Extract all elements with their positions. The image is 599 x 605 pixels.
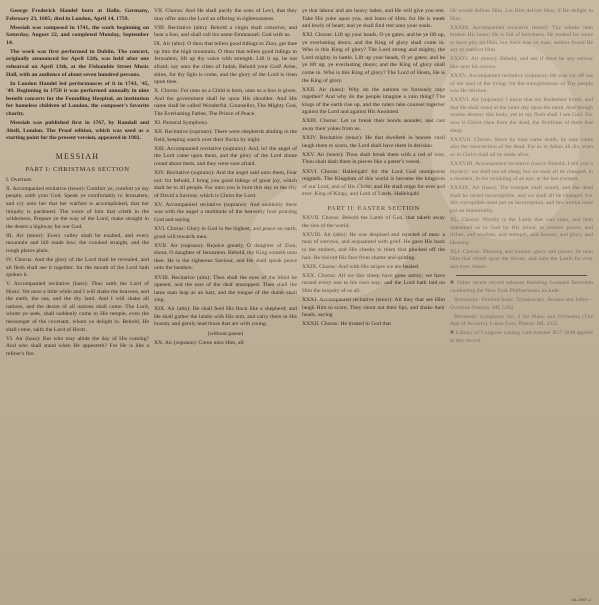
movement-text: XI. Pastoral Symphony. — [154, 120, 209, 127]
movement-text: XLI. Chorus: Blessing and honour, glory and power, be unto Him that sitteth upon the throne, and unto the Lamb for ever and ever. Amen. — [450, 248, 593, 270]
movement-text: XIX. Air (alto): He shall feed His flock like a shepherd; and He shall gather the lambs with His arm, and carry them in His bosom, and gently lead those that are with young. — [154, 306, 297, 328]
movement-text: IX. Air (alto): O thou that tellest good tidings to Zion, get thee up into the high mountain. O thou that tellest good tidings to Jerusalem, lift up thy voice with strength. Lift it up, be not afraid; say unto the cities of Judah, Behold your God! Arise, shine, for thy light is come, and the glory of the Lord is risen upon thee. — [154, 41, 297, 86]
movement-text: XXVI. Chorus: Hallelujah! for the Lord God omnipotent reigneth. The Kingdom of this world is become the kingdom of our Lord, and of His Christ; and He shall reign for ever and ever. King of Kings, and Lord of Lords, Hallelujah! — [302, 168, 445, 198]
column-3 — [302, 8, 445, 601]
library-note — [450, 330, 593, 345]
intro-paragraph: In London Handel led performances of it in 1743, '45, '49. Beginning in 1750 it was performed annually in nine benefit concerts for the Foundling Hospital, an institution for homeless children of London, the composer's favorite charity. — [6, 80, 149, 117]
movement-text: XXII. Air (bass): Why do the nations so furiously rage together? And why do the people imagine a vain thing? The kings of the earth rise up, and the rulers take counsel together against the Lord and against His Anointed. — [302, 86, 445, 116]
movement-text: XXXV. Accompanied recitative (soprano): He was cut off out of the land of the living: for the transgressions of Thy people was He stricken. — [450, 73, 593, 95]
movement-text: XXXVIII. Accompanied recitative (bass): Behold, I tell you a mystery: we shall not all sleep; but we shall all be changed, in a moment, in the twinkling of an eye, at the last trumpet. — [450, 160, 593, 183]
other-releases-note — [450, 280, 593, 295]
section-heading: PART II: EASTER SECTION — [327, 204, 420, 212]
movement-text: XXXI. Accompanied recitative (tenor): All they that see Him laugh Him to scorn. They shoot out their lips, and shake their heads, saying — [302, 297, 445, 319]
note-text: Library of Congress catalog card number R57-1048 applies to this record. — [450, 330, 593, 344]
movement-text: He would deliver Him. Let Him deliver Him, if He delight in Him. — [450, 8, 593, 22]
text-columns — [6, 8, 593, 601]
movement-text: XXVIII. Air (alto): He was despised and rejected of men: a man of sorrows, and acquainted with grief. He gave His back to the smiters, and His cheeks to them that plucked off the hair. He hid not His face from shame and spitting. — [302, 231, 445, 261]
release-item: Stravinsky: Firebird Suite. Tchaikovsky: Romeo and Juliet—Overture-Fantasy. ML 5182 — [450, 297, 593, 311]
movement-text: V. Accompanied recitative (bass): Thus saith the Lord of Hosts: Yet once a little while and I will shake the heavens, and the earth, the sea, and the dry land. And I will shake all nations, and the desire of all nations shall come. The Lord, whom ye seek, shall suddenly come to His temple, even the messenger of the covenant, whom ye delight in. Behold, He shall come, saith the Lord of Hosts. — [6, 281, 149, 333]
movement-text: XXVII. Chorus: Behold the Lamb of God, that taketh away the sins of the world. — [302, 215, 445, 229]
movement-text: XXV. Air (tenor): Thou shalt break them with a rod of iron; Thou shalt dash them in pieces like a potter's vessel. — [302, 151, 445, 166]
movement-text: XVII. Air (soprano): Rejoice greatly, O daughter of Zion; shout, O daughter of Jerusalem. Behold, thy King cometh unto thee. He is the righteous Saviour, and He shall speak peace unto the heathen. — [154, 242, 297, 272]
movement-note: (without pause) — [207, 330, 244, 337]
movement-text: II. Accompanied recitative (tenor): Comfort ye, comfort ye my people, saith your God. Speak ye comfortably to Jerusalem, and cry unto her that her warfare is accomplished, that her iniquity is pardoned. The voice of him that crieth in the wilderness, Prepare ye the way of the Lord, make straight in the desert a highway for our God. — [6, 185, 149, 230]
movement-text: XXXVI. Air (soprano): I know that my Redeemer liveth, and that He shall stand at the latter day upon the earth. And though worms destroy this body, yet in my flesh shall I see God. For now is Christ risen from the dead, the firstfruits of them that sleep. — [450, 97, 593, 134]
movement-text: XV. Accompanied recitative (soprano): And suddenly there was with the angel a multitude of the heavenly host praising God and saying — [154, 201, 297, 223]
movement-text: X. Chorus: For unto us a Child is born, unto us a Son is given. And the government shall be upon His shoulder. And His name shall be called Wonderful, Counsellor, The Mighty God, The Everlasting Father, The Prince of Peace. — [154, 88, 297, 117]
movement-text: XX. Air (soprano): Come unto Him, all — [154, 339, 244, 346]
movement-text: XXXIV. Air (tenor): Behold, and see if there be any sorrow like unto his sorrow. — [450, 56, 593, 71]
movement-text: XIV. Recitative (soprano): And the angel said unto them, Fear not: for behold, I bring you good tidings of great joy, which shall be to all people. For unto you is born this day in the city of David a Saviour, which is Christ the Lord. — [154, 170, 297, 199]
movement-text: VI. Air (bass): But who may abide the day of His coming? And who shall stand when He appeareth? For He is like a refiner's fire. — [6, 335, 149, 357]
catalog-number: ML-5897-2 — [571, 597, 591, 602]
movement-text: VII. Chorus: And He shall purify the sons of Levi, that they may offer unto the Lord an offering in righteousness. — [154, 8, 297, 22]
movement-text: XXXIII. Accompanied recitative (tenor): Thy rebuke hath broken His heart; He is full of heaviness. He looked for some to have pity on Him, but there was no man; neither found He any to comfort Him. — [450, 24, 593, 54]
release-item: Bernstein: Symphony No. 2 for Piano and Orchestra (The Age of Anxiety). Lukas Foss, Pianist. ML 4325 — [450, 313, 593, 328]
intro-paragraph: Messiah was published first in 1767, by Randall and Abell, London. The Proof edition, which was used as a starting point for the present version, appeared in 1902. — [6, 120, 149, 142]
intro-paragraph: The work was first performed in Dublin. The concert, originally announced for April 12th, was held after one rehearsal on April 13th, at the Fishamble Street Music Hall, with an audience of about seven hundred persons. — [6, 48, 149, 78]
column-1 — [6, 8, 149, 601]
movement-text: XXIV. Recitative (tenor): He that dwelleth in heaven shall laugh them to scorn, the Lord shall have them in derision. — [302, 135, 445, 149]
movement-text: XXX. Chorus: All we like sheep have gone astray; we have turned every one to his own way; and the Lord hath laid on Him the iniquity of us all. — [302, 272, 445, 294]
intro-paragraph: Messiah was composed in 1741, the work beginning on Saturday, August 22, and completed Monday, September 14. — [6, 24, 149, 46]
column-2 — [154, 8, 297, 601]
intro-paragraph: George Frederick Handel born at Halle, Germany, February 23, 1685; died in London, April 14, 1759. — [6, 8, 149, 22]
movement-text: VIII. Recitative (alto): Behold a virgin shall conceive, and bear a Son, and shall call his name Emmanuel; God with us. — [154, 24, 297, 39]
movement-text: XVI. Chorus: Glory to God in the highest, and peace on earth, good will towards men. — [154, 226, 297, 240]
movement-text: XXXIX. Air (bass): The trumpet shall sound, and the dead shall be raised incorruptible, and we shall all be changed. For this corruptible must put on incorruption, and this mortal must put on immortality. — [450, 185, 593, 214]
section-heading: PART I: CHRISTMAS SECTION — [25, 166, 130, 174]
movement-text: XXXVII. Chorus: Since by man came death, by man came also the resurrection of the dead. For as in Adam all die, even so in Christ shall all be made alive. — [450, 136, 593, 158]
movement-text: XXI. Chorus: Lift up your heads, O ye gates; and be ye lift up, ye everlasting doors; and the King of glory shall come in. Who is this King of glory? The Lord strong and mighty, the Lord mighty in battle. Lift up your heads, O ye gates; and be ye lift up, ye everlasting doors; and the King of glory shall come in. Who is this King of glory? The Lord of Hosts, He is the King of glory. — [302, 32, 445, 84]
note-text: Other recent record releases featuring Leonard Bernstein conducting the New York Philharmonic include: — [450, 280, 593, 294]
movement-text: XL. Chorus: Worthy is the Lamb that was slain, and hath redeemed us to God by His blood, to receive power, and riches, and wisdom, and strength, and honour, and glory, and blessing. — [450, 216, 593, 246]
movement-text: XII. Recitative (soprano): There were shepherds abiding in the field, keeping watch over their flocks by night. — [154, 129, 297, 143]
movement-text: III. Air (tenor): Every valley shall be exalted, and every mountain and hill made low; the crooked straight, and the rough places plain. — [6, 232, 149, 254]
bullet-square-icon: ■ — [450, 330, 454, 337]
movement-text: XIII. Accompanied recitative (soprano): And, lo! the angel of the Lord came upon them, and the glory of the Lord shone round about them, and they were sore afraid. — [154, 145, 297, 167]
movement-text: XXXII. Chorus: He trusted in God that — [302, 321, 391, 328]
work-title: MESSIAH — [55, 151, 100, 161]
movement-text: XXIX. Chorus: And with His stripes we are healed. — [302, 263, 420, 270]
movement-text: XVIII. Recitative (alto): Then shall the eyes of the blind be opened, and the ears of the deaf unstopped. Then shall the lame man leap as an hart, and the tongue of the dumb shall sing. — [154, 274, 297, 304]
movement-text: IV. Chorus: And the glory of the Lord shall be revealed, and all flesh shall see it together: for the mouth of the Lord hath spoken it. — [6, 257, 149, 279]
column-4 — [450, 8, 593, 601]
divider-rule — [456, 275, 587, 276]
movement-text: XXIII. Chorus: Let us break their bonds asunder, and cast away their yokes from us. — [302, 118, 445, 132]
movement-text: I. Overture. — [6, 176, 33, 183]
bullet-square-icon: ■ — [450, 280, 455, 287]
movement-text: ye that labour and are heavy laden, and He will give you rest. Take His yoke upon you, and learn of Him; for He is meek and lowly of heart; and ye shall find rest unto your souls. — [302, 8, 445, 30]
